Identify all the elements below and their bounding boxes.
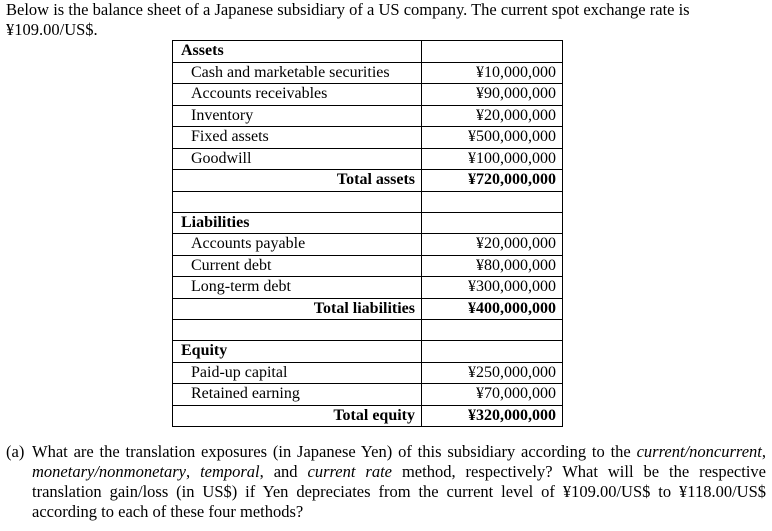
asset-label: Accounts receivables [191, 85, 328, 103]
table-row [173, 405, 563, 427]
table-row [173, 234, 563, 256]
asset-amount: ¥100,000,000 [422, 148, 563, 170]
table-row [173, 362, 563, 384]
liability-label: Current debt [191, 256, 272, 274]
table-row [173, 127, 563, 149]
intro-paragraph: Below is the balance sheet of a Japanese subsidiary of a US company. The current spot exchange rate is ¥109.00/US$. [6, 0, 690, 39]
equity-amount: ¥250,000,000 [422, 362, 563, 384]
method-temporal: temporal [200, 462, 260, 481]
total-assets-label: Total assets [336, 171, 415, 189]
table-row [173, 212, 563, 234]
asset-label: Cash and marketable securities [191, 63, 390, 81]
table-row [173, 62, 563, 84]
asset-amount: ¥90,000,000 [422, 84, 563, 106]
method-monetary-nonmonetary: monetary/nonmonetary [32, 462, 186, 481]
liability-amount: ¥300,000,000 [422, 277, 563, 299]
table-row [173, 298, 563, 320]
equity-label: Retained earning [191, 385, 300, 403]
question-a [6, 442, 766, 522]
equity-amount: ¥70,000,000 [422, 384, 563, 406]
total-liabilities-label: Total liabilities [313, 299, 415, 317]
method-current-noncurrent: current/noncurrent [636, 442, 762, 461]
asset-label: Goodwill [191, 149, 252, 167]
asset-label: Fixed assets [191, 128, 269, 146]
table-row [173, 384, 563, 406]
equity-label: Paid-up capital [191, 363, 288, 381]
table-row [173, 320, 563, 341]
assets-heading: Assets [181, 42, 224, 60]
liability-label: Long-term debt [191, 278, 291, 296]
asset-amount: ¥500,000,000 [422, 127, 563, 149]
table-row [173, 341, 563, 363]
question-label: (a) [6, 442, 25, 461]
liability-amount: ¥20,000,000 [422, 234, 563, 256]
asset-label: Inventory [191, 106, 254, 124]
total-liabilities-amount: ¥400,000,000 [422, 298, 563, 320]
table-row [173, 148, 563, 170]
equity-heading: Equity [181, 342, 228, 360]
table-row [173, 105, 563, 127]
total-equity-label: Total equity [333, 406, 415, 424]
asset-amount: ¥10,000,000 [422, 62, 563, 84]
asset-amount: ¥20,000,000 [422, 105, 563, 127]
liability-label: Accounts payable [191, 235, 306, 253]
table-row [173, 84, 563, 106]
method-current-rate: current rate [307, 462, 392, 481]
table-row [173, 170, 563, 192]
total-assets-amount: ¥720,000,000 [422, 170, 563, 192]
question-text: What are the translation exposures (in Japanese Yen) of this subsidiary according to the current/noncurrent, monetary/nonmonetary, temporal, and current rate method, respectively? What will be the respective translation gain/loss (in US$) if Yen depreciates from the current level of ¥109.00/US$ to ¥118.00/US$ according to each of these four methods? [32, 442, 766, 521]
total-equity-amount: ¥320,000,000 [422, 405, 563, 427]
balance-sheet-table [172, 40, 563, 427]
table-row [173, 277, 563, 299]
table-row [173, 191, 563, 212]
liability-amount: ¥80,000,000 [422, 255, 563, 277]
table-row [173, 255, 563, 277]
table-row [173, 41, 563, 63]
liabilities-heading: Liabilities [181, 213, 250, 231]
